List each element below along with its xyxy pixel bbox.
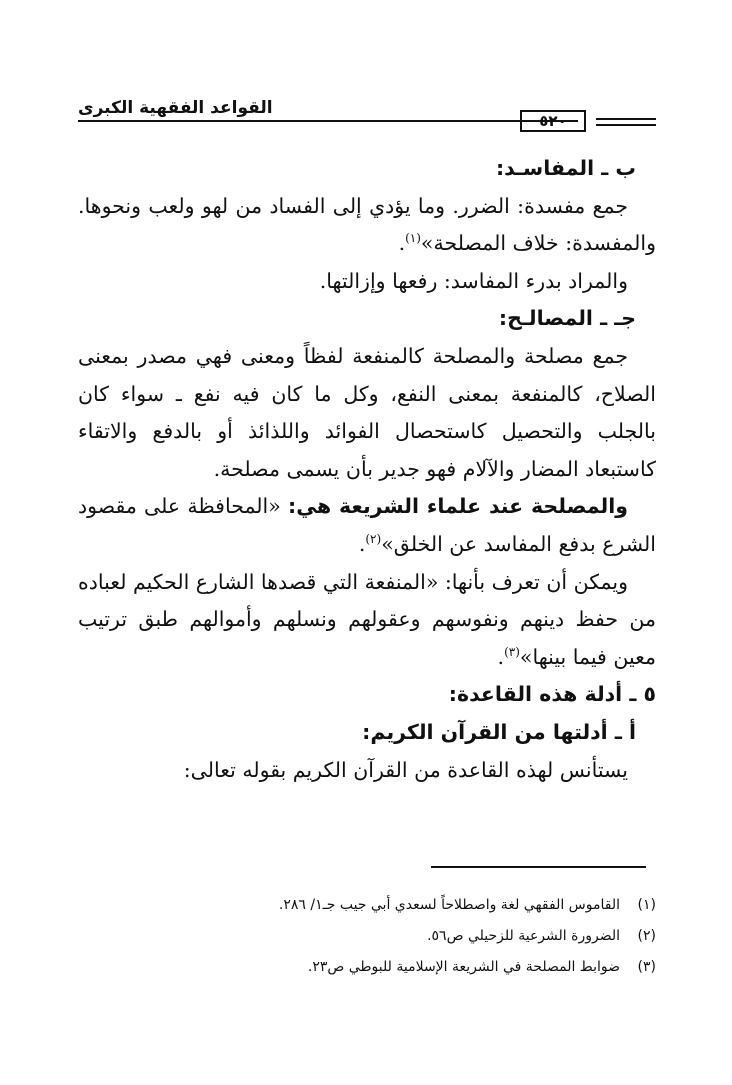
footnotes (78, 890, 656, 983)
footnote-number: (١) (637, 897, 656, 913)
paragraph-mafsada-definition: جمع مفسدة: الضرر. وما يؤدي إلى الفساد من لهو ولعب ونحوها. والمفسدة: خلاف المصلحة»$^{(١)}$. (78, 193, 656, 256)
footnote-number: (٣) (637, 959, 656, 975)
footnote-ref-1: (١) (405, 231, 421, 246)
footnote-1 (78, 890, 656, 921)
header-double-rule-top (596, 118, 656, 120)
heading-quran-evidence: أ ـ أدلتها من القرآن الكريم: (362, 719, 636, 744)
footnote-ref-2: (٢) (365, 532, 382, 547)
footnote-ref-3: (٣) (504, 644, 520, 659)
paragraph-maslaha-sharia: والمصلحة عند علماء الشريعة هي: «المحافظة على مقصود الشرع بدفع المفاسد عن الخلق»$^{(٢)}$. (78, 494, 656, 556)
paragraph-maslaha-definition: جمع مصلحة والمصلحة كالمنفعة لفظاً ومعنى فهي مصدر بمعنى الصلاح، كالمنفعة بمعنى النفع، وكل ما كان فيه نفع ـ سواء كان بالجلب والتحصيل كاستحصال الفوائد واللذائذ أو بالدفع والاتقاء كاستبعاد المضار والآلام فهو جدير بأن يسمى مصلحة. (78, 343, 656, 481)
heading-mafasid: ب ـ المفاسـد: (495, 156, 636, 180)
heading-evidence: ٥ ـ أدلة هذه القاعدة: (448, 682, 656, 707)
heading-masalih: جـ ـ المصالـح: (498, 306, 636, 331)
header-double-rule-bottom (596, 124, 656, 126)
footnote-text: القاموس الفقهي لغة واصطلاحاً لسعدي أبي جيب جـ١/ ٢٨٦. (278, 897, 620, 913)
footnote-2 (78, 921, 656, 952)
footnote-text: الضرورة الشرعية للزحيلي ص٥٦. (427, 928, 620, 944)
paragraph-dar-al-mafasid: والمراد بدرء المفاسد: رفعها وإزالتها. (319, 268, 628, 293)
footnote-3 (78, 952, 656, 983)
paragraph-quran-intro: يستأنس لهذه القاعدة من القرآن الكريم بقوله تعالى: (183, 757, 628, 782)
page-number: ٥٢٠ (520, 110, 586, 132)
page-header (78, 92, 656, 142)
running-title: القواعد الفقهية الكبرى (78, 98, 273, 118)
footnote-text: ضوابط المصلحة في الشريعة الإسلامية للبوطي ص٢٣. (307, 959, 620, 975)
header-rule (78, 120, 578, 122)
footnote-number: (٢) (637, 928, 656, 944)
main-text (78, 150, 656, 789)
footnote-separator (431, 866, 646, 868)
paragraph-manfaa-definition: ويمكن أن تعرف بأنها: «المنفعة التي قصدها الشارع الحكيم لعباده من حفظ دينهم ونفوسهم وعقولهم ونسلهم وأموالهم طبق ترتيب معين فيما بينها»$^{(٣)}$. (78, 569, 656, 669)
